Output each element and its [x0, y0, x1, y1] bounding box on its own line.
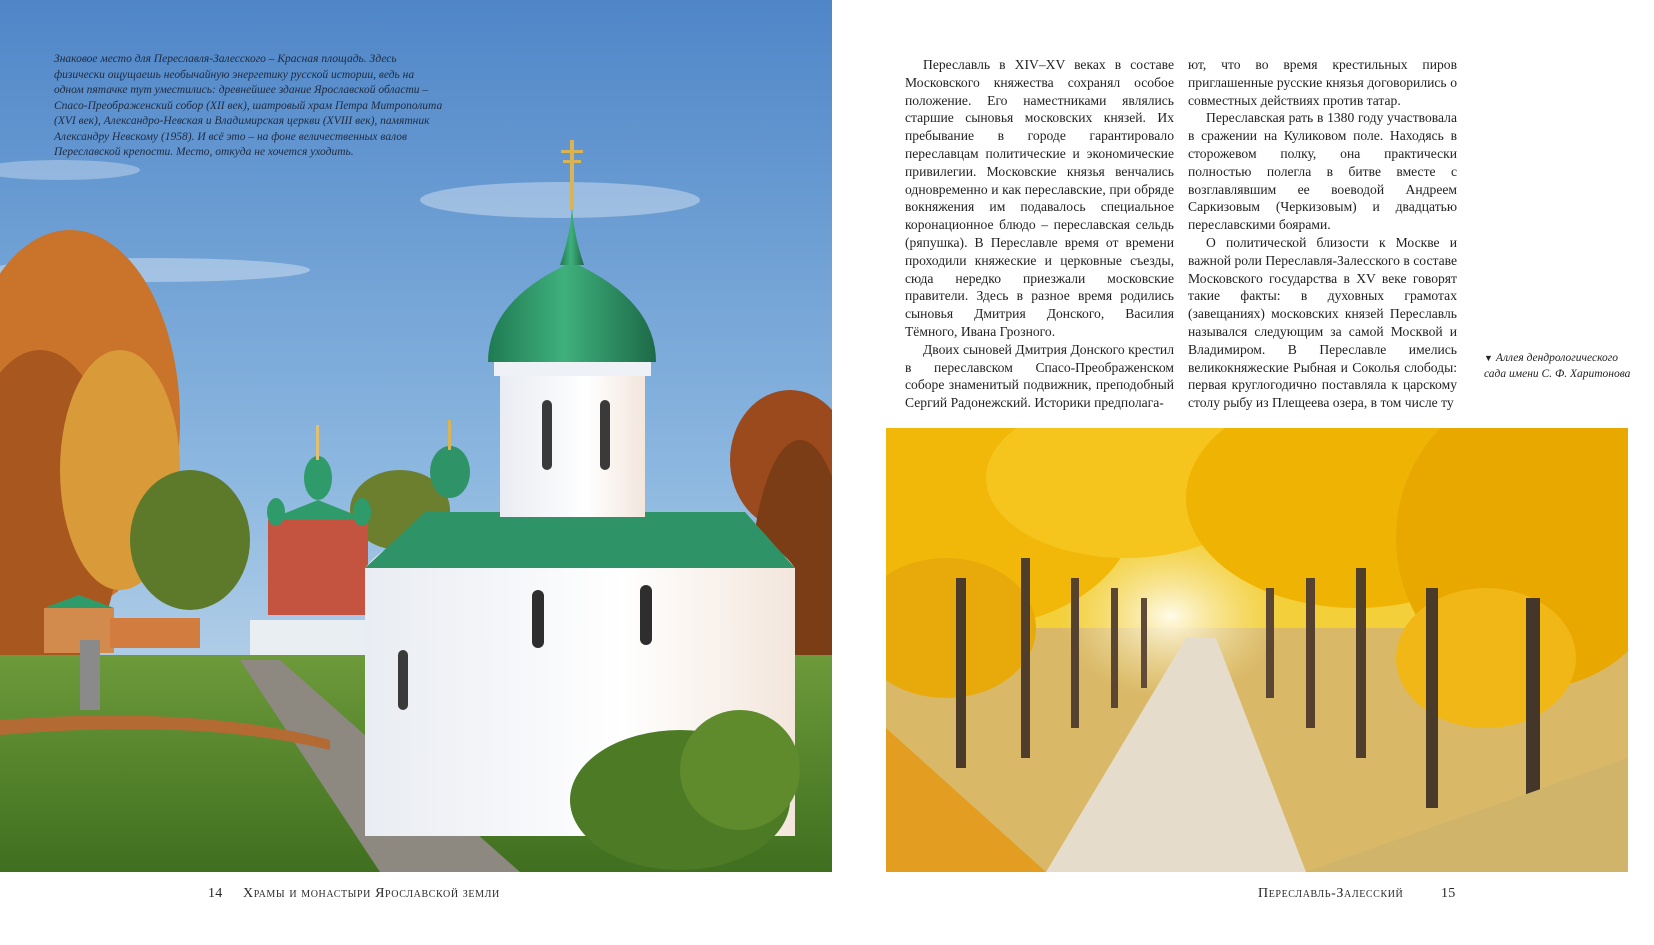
paragraph: Двоих сыновей Дмитрия Донского крестил в переславском Спасо-Преображенском соборе знаменитый подвижник, преподобный Сергий Радонежский. Историки предполага- — [905, 341, 1174, 411]
page-number-left: 14 — [208, 886, 223, 901]
paragraph: Переславль в XIV–XV веках в составе Московского княжества сохранял особое положение. Его наместниками являлись старшие сыновья московских князей. Их пребывание в городе гарантировало переславцам политические и экономические привилегии. Московские князья венчались одновременно и как переславские, при обряде вокняжения им подавалось специальное коронационное блюдо – переславская сельдь (ряпушка). В Переславле время от времени проходили княжеские и церковные съезды, сюда нередко приезжали московские правители. Здесь в разное время родились сыновья Дмитрия Донского, Василия Тёмного, Ивана Грозного. — [905, 57, 1174, 339]
paragraph: О политической близости к Москве и важной роли Переславля-Залесского в составе Московского государства в XV веке говорят такие факты: в духовных грамотах (завещаниях) московских князей Переславль назывался следующим за самой Москвой и Владимиром. В Переславле имелись великокняжеские Рыбная и Соколья слободы: первая круглогодично поставляла к царскому столу рыбу из Плещеева озера, в том числе ту — [1188, 234, 1457, 411]
text-column-1 — [905, 56, 1174, 412]
running-head-right: Переславль-Залесский — [1258, 886, 1404, 901]
right-photo-caption — [1484, 351, 1634, 382]
paragraph: Переславская рать в 1380 году участвовала в сражении на Куликовом поле. Находясь в сторожевом полку, она практически полностью полегла в битве вместе с возглавлявшим ее воеводой Андреем Саркизовым (Черкизовым) и двадцатью переславскими боярами. — [1188, 110, 1457, 233]
down-triangle-icon: ▼ — [1484, 353, 1493, 363]
caption-text: Аллея дендрологического сада имени С. Ф. Харитонова — [1484, 352, 1631, 380]
page-number-right: 15 — [1441, 886, 1456, 901]
text-column-2 — [1188, 56, 1457, 412]
autumn-alley-photo — [886, 428, 1628, 872]
paragraph: ют, что во время крестильных пиров приглашенные русские князья договорились о совместных действиях против татар. — [1188, 57, 1457, 108]
right-photo — [886, 428, 1628, 872]
left-photo-caption: Знаковое место для Переславля-Залесского – Красная площадь. Здесь физически ощущаешь необычайную энергетику русской истории, ведь на одном пятачке тут уместились: древнейшее здание Ярославской области – Спасо-Преображенский собор (XII век), шатровый храм Петра Митрополита (XVI век), Александро-Невская и Владимирская церкви (XVIII век), памятник Александру Невскому (1958). И всё это – на фоне величественных валов Переславской крепости. Место, откуда не хочется уходить. — [54, 53, 443, 158]
running-head-left: Храмы и монастыри Ярославской земли — [243, 886, 500, 901]
